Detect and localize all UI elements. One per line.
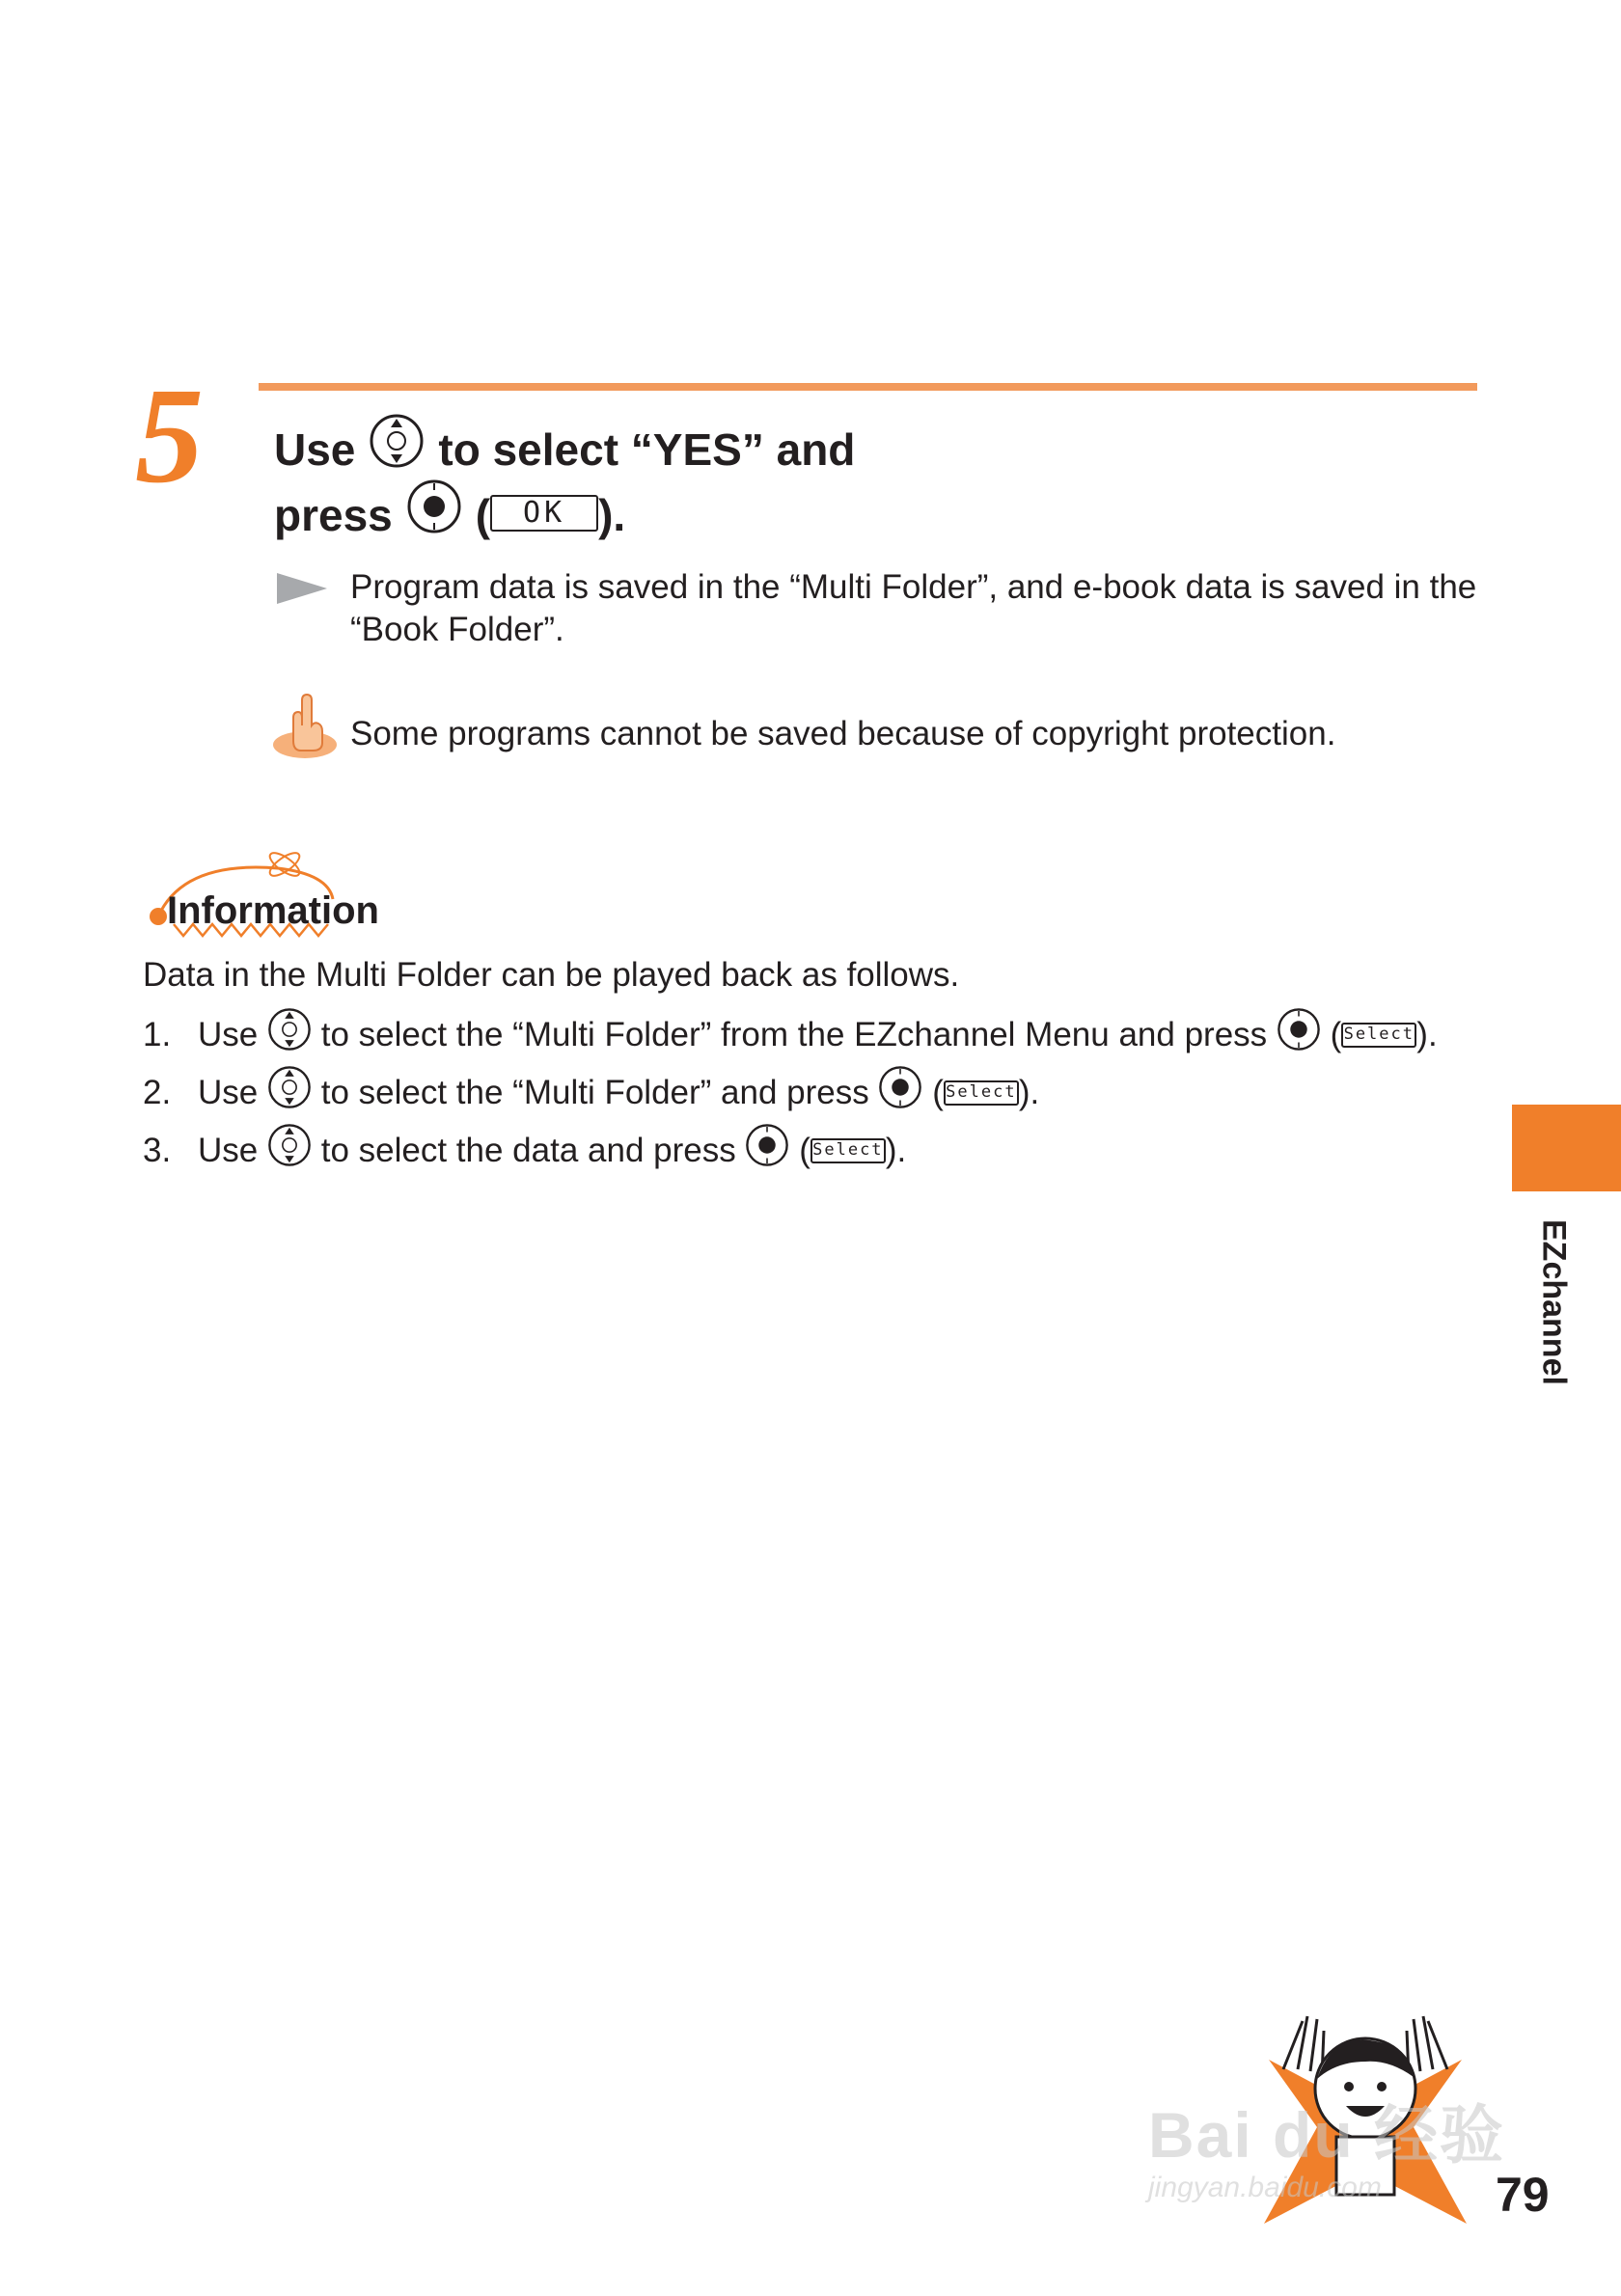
- list-item-use: Use: [198, 1132, 259, 1169]
- list-item-text: to select the “Multi Folder” and press: [320, 1074, 869, 1111]
- section-tab-label: EZchannel: [1535, 1219, 1573, 1385]
- result-text-line-2: “Book Folder”.: [350, 611, 564, 648]
- center-key-icon: [745, 1123, 789, 1178]
- information-intro: Data in the Multi Folder can be played back as follows.: [143, 956, 960, 994]
- multi-selector-updown-icon: [267, 1123, 312, 1178]
- select-softkey-label: Select: [944, 1080, 1019, 1106]
- list-item-number: 3.: [143, 1132, 172, 1169]
- page-number: 79: [1496, 2168, 1550, 2222]
- baidu-watermark: [1148, 2084, 1505, 2204]
- ok-softkey-label: OK: [490, 495, 598, 532]
- paren-close: ).: [1416, 1016, 1438, 1053]
- list-item-text: to select the data and press: [320, 1132, 736, 1169]
- paren-close: ).: [598, 490, 626, 540]
- paren-open: (: [799, 1132, 810, 1169]
- step-instruction-line-1: [274, 413, 855, 486]
- multi-selector-updown-icon: [267, 1065, 312, 1120]
- center-key-icon: [1277, 1007, 1321, 1062]
- copyright-note: Some programs cannot be saved because of copyright protection.: [350, 715, 1336, 752]
- result-arrow-icon: [277, 573, 327, 604]
- step-instruction-line-2: [274, 478, 625, 552]
- paren-close: ).: [1018, 1074, 1040, 1111]
- section-tab-marker: [1512, 1105, 1621, 1191]
- list-item-number: 1.: [143, 1016, 172, 1053]
- list-item-number: 2.: [143, 1074, 172, 1111]
- center-key-icon: [406, 478, 462, 552]
- paren-open: (: [932, 1074, 944, 1111]
- step-text-use: Use: [274, 424, 356, 475]
- watermark-brand: Bai du 经验: [1148, 2099, 1506, 2171]
- center-key-icon: [878, 1065, 922, 1120]
- watermark-url: jingyan.baidu.com: [1148, 2172, 1382, 2203]
- multi-selector-updown-icon: [369, 413, 425, 486]
- list-item-text: to select the “Multi Folder” from the EZchannel Menu and press: [320, 1016, 1268, 1053]
- select-softkey-label: Select: [810, 1138, 886, 1163]
- multi-selector-updown-icon: [267, 1007, 312, 1062]
- paren-close: ).: [885, 1132, 907, 1169]
- information-list-item: [143, 1123, 906, 1178]
- information-list-item: [143, 1007, 1438, 1062]
- step-text-select-yes: to select “YES” and: [438, 424, 856, 475]
- list-item-use: Use: [198, 1016, 259, 1053]
- list-item-use: Use: [198, 1074, 259, 1111]
- step-text-press: press: [274, 490, 393, 540]
- pointing-hand-note-icon: [270, 693, 340, 765]
- result-text-line-1: Program data is saved in the “Multi Folder”, and e-book data is saved in the: [350, 568, 1477, 606]
- information-title: Information: [167, 889, 379, 932]
- select-softkey-label: Select: [1341, 1023, 1416, 1048]
- information-list-item: [143, 1065, 1039, 1120]
- step-divider-rule: [259, 383, 1477, 391]
- paren-open: (: [475, 490, 491, 540]
- step-number: 5: [135, 359, 204, 511]
- paren-open: (: [1330, 1016, 1342, 1053]
